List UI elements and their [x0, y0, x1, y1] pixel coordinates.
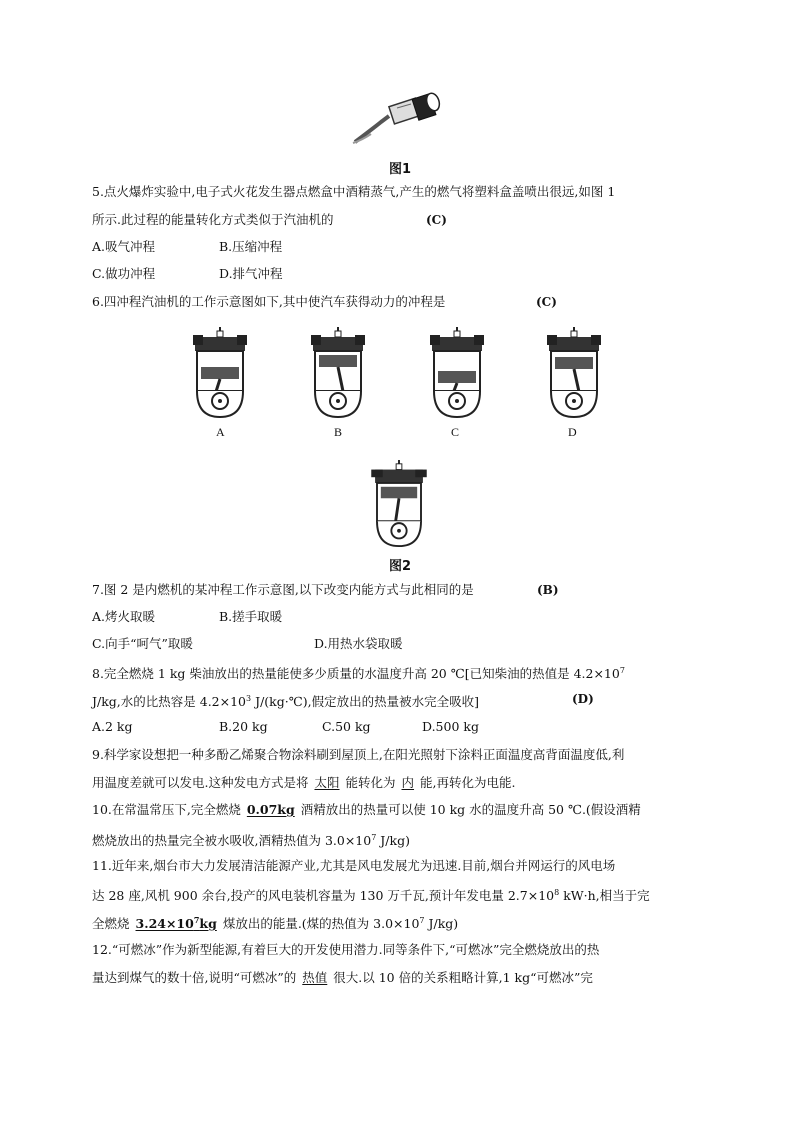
q5-answer: (C)	[426, 213, 447, 227]
q8-options	[92, 718, 479, 736]
q5-options-row1	[92, 238, 283, 256]
q8-line2: J/kg,水的比热容是 $4.2\times 10^3$ J/(kg·℃),假定放出的热量被水完全吸收] (D)	[92, 692, 594, 709]
q7-option-a: A.烤火取暖	[92, 609, 156, 624]
q11-blank1: $3.24\times 10^7kg$	[135, 915, 217, 931]
q7-line1: 7.图 2 是内燃机的某冲程工作示意图,以下改变内能方式与此相同的是 (B)	[92, 582, 559, 597]
q7-option-d: D.用热水袋取暖	[314, 636, 403, 651]
q7-answer: (B)	[537, 583, 559, 597]
q6-answer: (C)	[536, 295, 557, 309]
figure2-caption: 图2	[389, 559, 412, 574]
q8-answer: (D)	[572, 692, 594, 706]
q7-options-row1	[92, 608, 283, 626]
engine-label-d: D	[568, 425, 577, 439]
q9-line1: 9.科学家设想把一种多酚乙烯聚合物涂料刷到屋顶上,在阳光照射下涂料正面温度高背面温度低,利	[92, 747, 625, 762]
q10-line1: 10.在常温常压下,完全燃烧 0.07kg 酒精放出的热量可以使 10 kg 水的温度升高 50 ℃.(假设酒精	[92, 802, 641, 817]
engine-diagram-c	[426, 327, 488, 419]
q7-option-c: C.向手“呵气”取暖	[92, 636, 193, 651]
q12-line2: 量达到煤气的数十倍,说明“可燃冰”的 热值 很大.以 10 倍的关系粗略计算,1 kg“可燃冰”完	[92, 970, 593, 985]
q11-line2: 达 28 座,风机 900 余台,投产的风电装机容量为 130 万千瓦,预计年发电量 $2.7\times 10^8$ kW·h,相当于完	[92, 888, 650, 903]
q8-line1: 8.完全燃烧 1 kg 柴油放出的热量能使多少质量的水温度升高 20 ℃[已知柴油的热值是 $4.2\times 10^7$	[92, 666, 625, 681]
q7-options-row2	[92, 635, 403, 653]
engine-diagram-d	[543, 327, 605, 419]
figure1-explosion-box	[345, 86, 445, 148]
q10-blank1: 0.07kg	[246, 802, 295, 817]
q8-option-d: D.500 kg	[422, 719, 479, 734]
engine-label-a: A	[216, 425, 225, 439]
q5-options-row2	[92, 265, 283, 283]
q11-line3: 全燃烧 $3.24\times 10^7kg$ 煤放出的能量.(煤的热值为 $3.0\times 10^7$ J/kg)	[92, 915, 459, 931]
q6-line1: 6.四冲程汽油机的工作示意图如下,其中使汽车获得动力的冲程是 (C)	[92, 294, 557, 309]
q5-option-c: C.做功冲程	[92, 266, 156, 281]
q9-blank2: 内	[401, 775, 415, 790]
q11-line1: 11.近年来,烟台市大力发展清洁能源产业,尤其是风电发展尤为迅速.目前,烟台并网运行的风电场	[92, 858, 616, 873]
q9-line2: 用温度差就可以发电.这种发电方式是将 太阳 能转化为 内 能,再转化为电能.	[92, 775, 516, 790]
q8-option-c: C.50 kg	[322, 719, 371, 734]
figure1-caption: 图1	[389, 162, 412, 177]
figure2-engine	[366, 460, 432, 548]
q5-line2: 所示.此过程的能量转化方式类似于汽油机的 (C)	[92, 212, 447, 227]
engine-label-b: B	[334, 425, 343, 439]
q9-blank1: 太阳	[314, 775, 340, 790]
q5-option-b: B.压缩冲程	[219, 239, 283, 254]
engine-label-c: C	[451, 425, 460, 439]
q7-option-b: B.搓手取暖	[219, 609, 283, 624]
q5-option-a: A.吸气冲程	[92, 239, 156, 254]
q5-line1: 5.点火爆炸实验中,电子式火花发生器点燃盒中酒精蒸气,产生的燃气将塑料盒盖喷出很远,如图 1	[92, 184, 616, 199]
q12-blank1: 热值	[302, 970, 328, 985]
q10-line2: 燃烧放出的热量完全被水吸收,酒精热值为 $3.0\times 10^7$ J/kg)	[92, 833, 410, 848]
engine-diagram-a	[189, 327, 251, 419]
q5-option-d: D.排气冲程	[219, 266, 283, 281]
engine-diagram-b	[307, 327, 369, 419]
q8-option-a: A.2 kg	[92, 719, 133, 734]
q8-option-b: B.20 kg	[219, 719, 268, 734]
q12-line1: 12.“可燃冰”作为新型能源,有着巨大的开发使用潜力.同等条件下,“可燃冰”完全燃烧放出的热	[92, 942, 600, 957]
